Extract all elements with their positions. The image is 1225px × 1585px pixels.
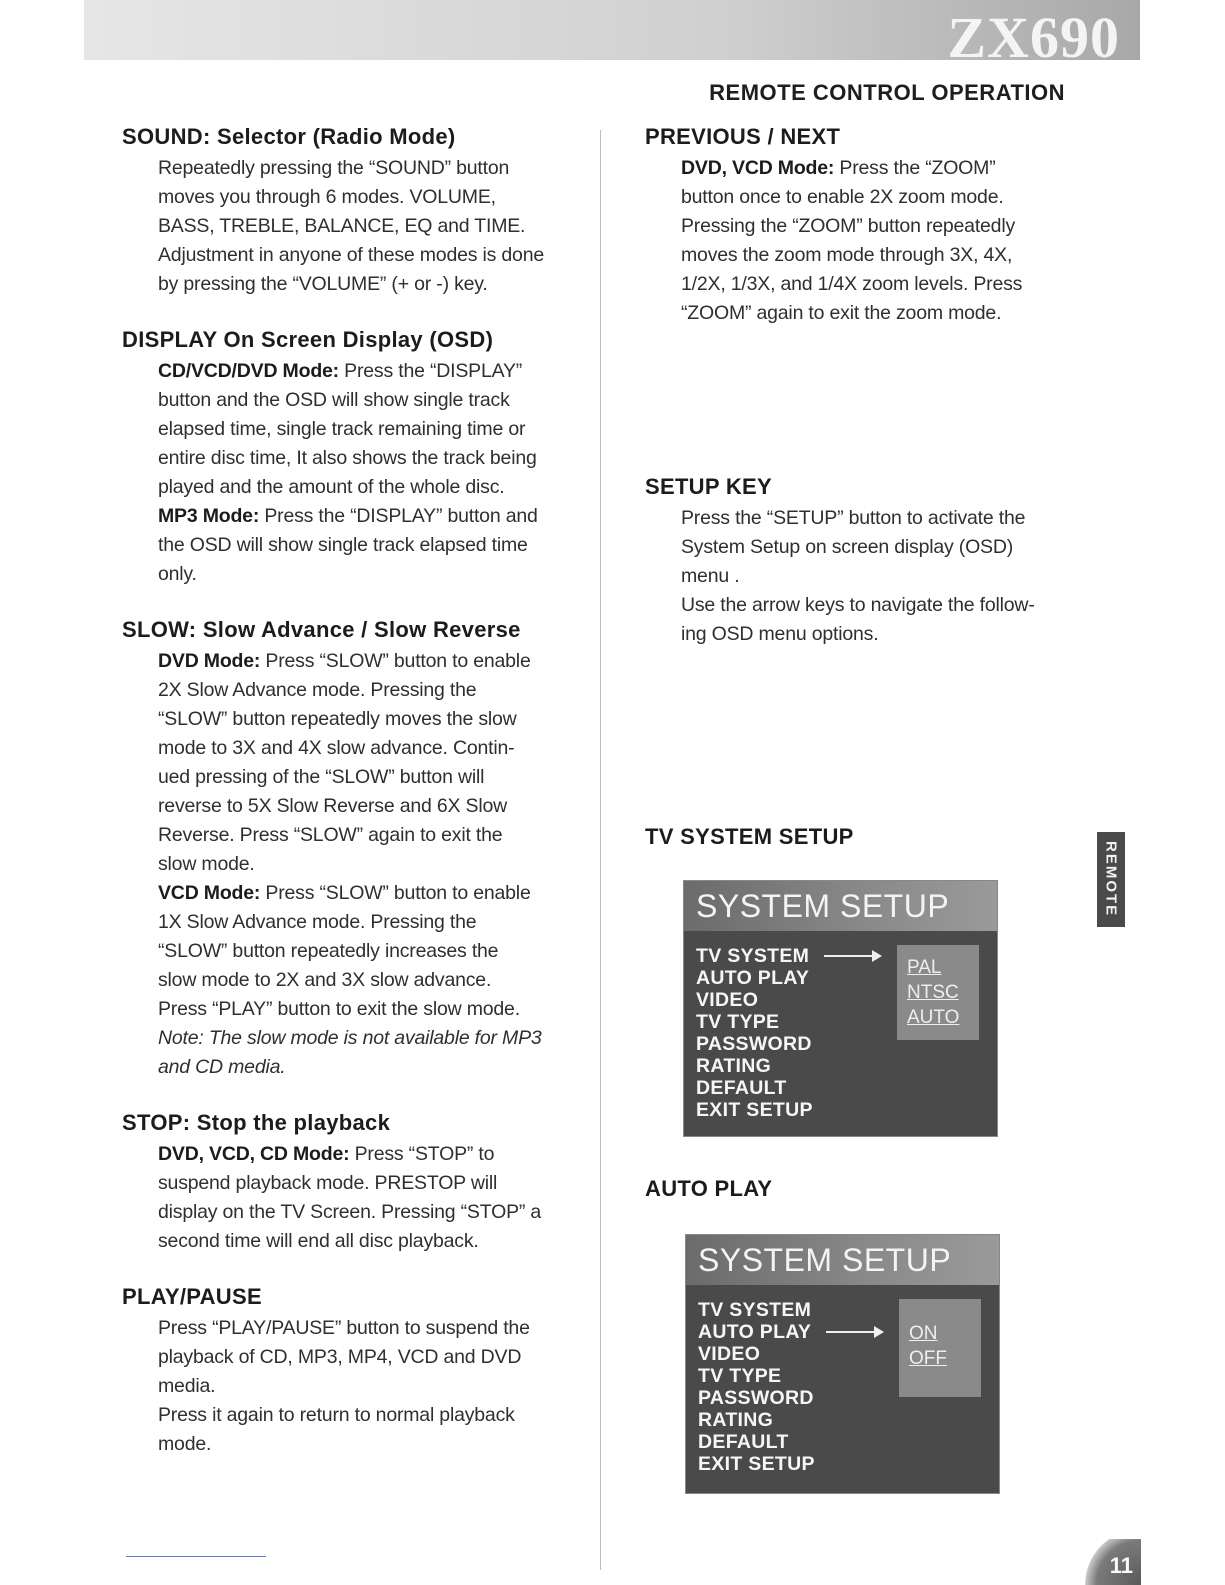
slow-text: DVD Mode: Press “SLOW” button to enable 2X Slow Advance mode. Pressing the “SLOW” button repeatedly moves the slow mode to 3X and 4X slow advance. Contin- ued pressing of the “SLOW” button will reverse to 5X Slow Reverse and 6X Slow Reverse. Press “SLOW” again to exit the slow mode. VCD Mode: Press “SLOW” button to enable 1X Slow Advance mode. Pressing the “SLOW” button repeatedly increases the slow mode to 2X and 3X slow advance. Press “PLAY” button to exit the slow mode. Note: The slow mode is not available for MP3 and CD media. [158, 647, 582, 1082]
playpause-heading: PLAY/PAUSE [122, 1284, 262, 1309]
osd-options-box [897, 945, 979, 1040]
osd-menu-item: RATING [696, 1055, 772, 1077]
arrow-right-icon [826, 1331, 876, 1333]
osd-option: AUTO [907, 1007, 960, 1028]
prevnext-heading: PREVIOUS / NEXT [645, 124, 841, 149]
osd-menu-item: DEFAULT [698, 1431, 789, 1453]
display-heading: DISPLAY On Screen Display (OSD) [122, 327, 494, 352]
sound-section [122, 124, 582, 299]
osd-option: PAL [907, 957, 942, 978]
osd-menu-item: DEFAULT [696, 1077, 787, 1099]
osd-option: OFF [909, 1348, 947, 1369]
osd-option: NTSC [907, 982, 959, 1003]
stop-text: DVD, VCD, CD Mode: Press “STOP” to suspend playback mode. PRESTOP will display on the TV Screen. Pressing “STOP” a second time will end all disc playback. [158, 1143, 542, 1252]
playpause-section [122, 1284, 582, 1459]
display-text: CD/VCD/DVD Mode: Press the “DISPLAY” button and the OSD will show single track elapsed time, single track remaining time or entire disc time, It also shows the track being played and the amount of the whole disc. MP3 Mode: Press the “DISPLAY” button and the OSD will show single track elapsed time only. [158, 360, 538, 585]
tv-system-osd-screen [683, 880, 998, 1137]
auto-play-section [645, 1176, 1085, 1206]
osd-menu-item: PASSWORD [696, 1033, 812, 1055]
osd-menu-item: AUTO PLAY [696, 967, 810, 989]
prevnext-text: DVD, VCD Mode: Press the “ZOOM” button once to enable 2X zoom mode. Pressing the “ZOOM” button repeatedly moves the zoom mode through 3X, 4X, 1/2X, 1/3X, and 1/4X zoom levels. Press “ZOOM” again to exit the zoom mode. [681, 157, 1023, 324]
osd-menu-item: EXIT SETUP [696, 1099, 813, 1121]
arrow-right-icon [824, 955, 874, 957]
slow-heading: SLOW: Slow Advance / Slow Reverse [122, 617, 521, 642]
footer-line [126, 1556, 266, 1557]
osd-menu-item: RATING [698, 1409, 774, 1431]
display-section [122, 327, 582, 589]
osd-title: SYSTEM SETUP [684, 881, 997, 931]
setup-section [645, 474, 1085, 649]
sound-heading: SOUND: Selector (Radio Mode) [122, 124, 456, 149]
playpause-text: Press “PLAY/PAUSE” button to suspend the playback of CD, MP3, MP4, VCD and DVD media. Press it again to return to normal playback mode. [158, 1317, 530, 1455]
osd-menu-item: VIDEO [696, 989, 759, 1011]
setup-heading: SETUP KEY [645, 474, 772, 499]
osd-menu-item: TV TYPE [698, 1365, 782, 1387]
prevnext-section [645, 124, 1085, 328]
left-column [122, 124, 582, 1487]
osd-options-box [899, 1299, 981, 1397]
setup-text: Press the “SETUP” button to activate the System Setup on screen display (OSD) menu . Use the arrow keys to navigate the follow- ing OSD menu options. [681, 507, 1035, 645]
slow-section [122, 617, 582, 1082]
header-band [84, 0, 1140, 70]
osd-option: ON [909, 1323, 938, 1344]
page-number: 11 [1109, 1553, 1133, 1578]
model-name: ZX690 [947, 5, 1120, 70]
column-divider [600, 130, 601, 1570]
auto-play-heading: AUTO PLAY [645, 1176, 773, 1201]
stop-heading: STOP: Stop the playback [122, 1110, 391, 1135]
right-column [645, 124, 1085, 1544]
side-tab-remote: REMOTE [1097, 832, 1125, 927]
auto-play-osd-screen [685, 1234, 1000, 1494]
osd-menu-item: TV SYSTEM [698, 1299, 812, 1321]
sound-text: Repeatedly pressing the “SOUND” button moves you through 6 modes. VOLUME, BASS, TREBLE, BALANCE, EQ and TIME. Adjustment in anyone of these modes is done by pressing the “VOLUME” (+ or -) key. [158, 157, 544, 295]
page-number-badge [1083, 1539, 1141, 1585]
tv-system-section [645, 824, 1085, 854]
slow-note: Note: The slow mode is not available for MP3 [158, 1027, 542, 1049]
section-title: REMOTE CONTROL OPERATION [709, 80, 1065, 105]
stop-section [122, 1110, 582, 1256]
osd-menu-item: VIDEO [698, 1343, 761, 1365]
osd-menu-item: AUTO PLAY [698, 1321, 812, 1343]
osd-menu-item: PASSWORD [698, 1387, 814, 1409]
osd-menu-item: TV SYSTEM [696, 945, 810, 967]
osd-menu-item: EXIT SETUP [698, 1453, 815, 1475]
osd-title: SYSTEM SETUP [686, 1235, 999, 1285]
tv-system-heading: TV SYSTEM SETUP [645, 824, 854, 849]
osd-menu-item: TV TYPE [696, 1011, 780, 1033]
